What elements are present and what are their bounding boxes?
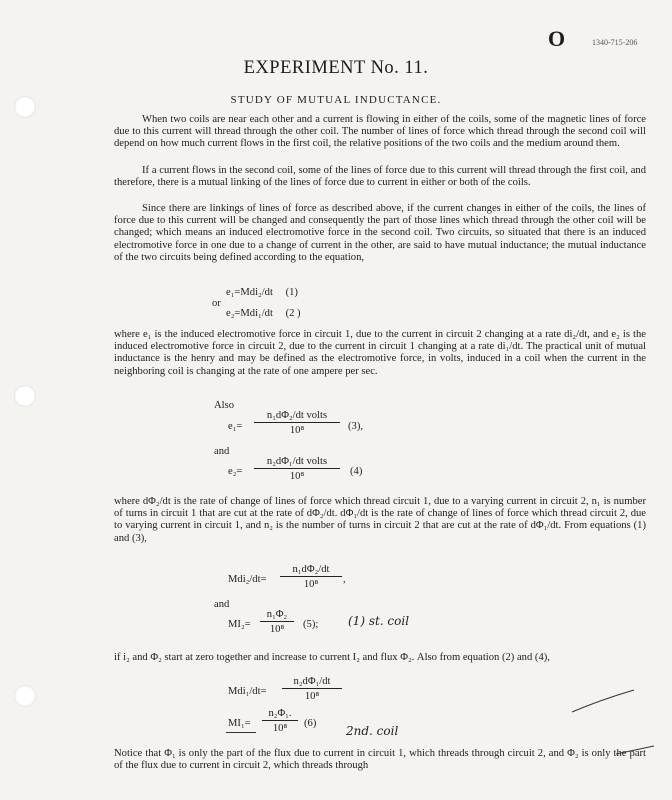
also-label: Also bbox=[214, 400, 235, 411]
paragraph-definitions: where e₁ is the induced electromotive force in circuit 1, due to the current in circuit 2 changing at a rate di₂/dt, and e₂ is the induced electromotive force in circuit 2, due to the current in circuit 1 changing at a rate di₁/dt. The practical unit of mutual inductance is the henry and may be defined as the electromotive force, in volts, induced in a coil when the current in the neighboring coil is changing at the rate of one ampere per sec. bbox=[114, 329, 646, 377]
paragraph-intro: When two coils are near each other and a current is flowing in either of the coils, some of the magnetic lines of force due to this current will thread through the other coil. The number of lines of force which thread through the second coil will depend on how much current flows in the first coil, the relative positions of the two coils and the medium around them. bbox=[114, 114, 646, 150]
equation-4-fraction bbox=[254, 456, 340, 482]
equation-4-lhs: e₂= bbox=[228, 466, 243, 477]
equation-1-text: e₁=Mdi₂/dt bbox=[226, 287, 273, 298]
equation-3-denominator: 10⁸ bbox=[289, 425, 305, 436]
paragraph-start-zero: if i₂ and Φ₂ start at zero together and increase to current I₂ and flux Φ₂. Also from equation (2) and (4), bbox=[114, 652, 550, 663]
document-number: 1340-715-206 bbox=[592, 38, 638, 47]
equation-6-denominator: 10⁸ bbox=[269, 624, 285, 635]
equation-7-fraction bbox=[282, 676, 342, 702]
equation-6-fraction bbox=[260, 609, 294, 635]
equation-3-number: (3), bbox=[348, 421, 364, 432]
and-label-1: and bbox=[214, 446, 230, 457]
equation-2-number: (2 ) bbox=[285, 308, 301, 319]
equation-5-trailing-comma: , bbox=[343, 574, 346, 585]
equation-8-number: (6) bbox=[304, 718, 317, 729]
equation-4-denominator: 10⁸ bbox=[289, 471, 305, 482]
paragraph-notice: Notice that Φ₁ is only the part of the flux due to current in circuit 1, which threads through circuit 2, and Φ₂ is only the part of the flux due to current in circuit 2, which threads through bbox=[114, 748, 646, 772]
equation-8-denominator: 10⁸ bbox=[272, 723, 288, 734]
and-label-2: and bbox=[214, 599, 230, 610]
paragraph-second-coil: If a current flows in the second coil, some of the lines of force due to this current will thread through the first coil, and therefore, there is a mutual linking of the lines of force due to current in either or both of the coils. bbox=[114, 165, 646, 189]
equation-8-fraction bbox=[262, 708, 298, 734]
punch-hole-bottom bbox=[14, 685, 36, 707]
equation-8-numerator: n₂Φ₁. bbox=[262, 708, 298, 721]
page-subtitle: STUDY OF MUTUAL INDUCTANCE. bbox=[230, 94, 442, 106]
equation-6-lhs: MI₂= bbox=[228, 619, 251, 630]
equation-5-denominator: 10⁸ bbox=[303, 579, 319, 590]
equation-8-lhs: MI₁= bbox=[228, 718, 251, 729]
equation-2 bbox=[226, 308, 301, 319]
paragraph-flux-rates: where dΦ₂/dt is the rate of change of lines of force which thread circuit 1, due to a varying current in circuit 2, n₁ is number of turns in circuit 1 that are cut at the rate of dΦ₂/dt. dΦ₁/dt is the rate of change of lines of force which thread circuit 2, due to varying current in circuit 1, and n₂ is the number of turns in circuit 2 that are cut at the rate of dΦ₁/dt. From equations (1) and (3), bbox=[114, 496, 646, 544]
equation-6-numerator: n₁Φ₂ bbox=[260, 609, 294, 622]
handwritten-underline-mi1 bbox=[226, 732, 256, 733]
equation-4-number: (4) bbox=[350, 466, 363, 477]
equation-4-numerator: n₂dΦ₁/dt volts bbox=[254, 456, 340, 469]
paragraph-linkings: Since there are linkings of lines of force as described above, if the current changes in either of the coils, the lines of force due to this current will be changed and consequently the part of those lines which thread through the other coil will be changed; which means an induced electromotive force in the second coil. Two circuits, so situated that there is an induced electromotive force in one due to a change of current in the other, are said to have mutual inductance; the mutual inductance of the two circuits being defined according to the equation, bbox=[114, 203, 646, 263]
equation-7-lhs: Mdi₁/dt= bbox=[228, 686, 267, 697]
equation-2-text: e₂=Mdi₁/dt bbox=[226, 308, 273, 319]
equation-5-numerator: n₁dΦ₂/dt bbox=[280, 564, 342, 577]
equation-3-fraction bbox=[254, 410, 340, 436]
equation-6-number: (5); bbox=[303, 619, 319, 630]
equation-1-number: (1) bbox=[285, 287, 298, 298]
handwritten-marker: O bbox=[548, 26, 566, 51]
equation-7-denominator: 10⁸ bbox=[304, 691, 320, 702]
handwritten-note-first-coil: (1) st. coil bbox=[348, 614, 410, 628]
or-label: or bbox=[212, 298, 221, 309]
punch-hole-middle bbox=[14, 385, 36, 407]
equation-3-lhs: e₁= bbox=[228, 421, 243, 432]
equation-3-numerator: n₁dΦ₂/dt volts bbox=[254, 410, 340, 423]
equation-5-lhs: Mdi₂/dt= bbox=[228, 574, 267, 585]
page-title: EXPERIMENT No. 11. bbox=[243, 58, 429, 78]
equation-7-numerator: n₂dΦ₁/dt bbox=[282, 676, 342, 689]
equation-5-fraction bbox=[280, 564, 342, 590]
equation-1 bbox=[226, 287, 298, 298]
handwritten-note-second-coil: 2nd. coil bbox=[346, 724, 399, 738]
